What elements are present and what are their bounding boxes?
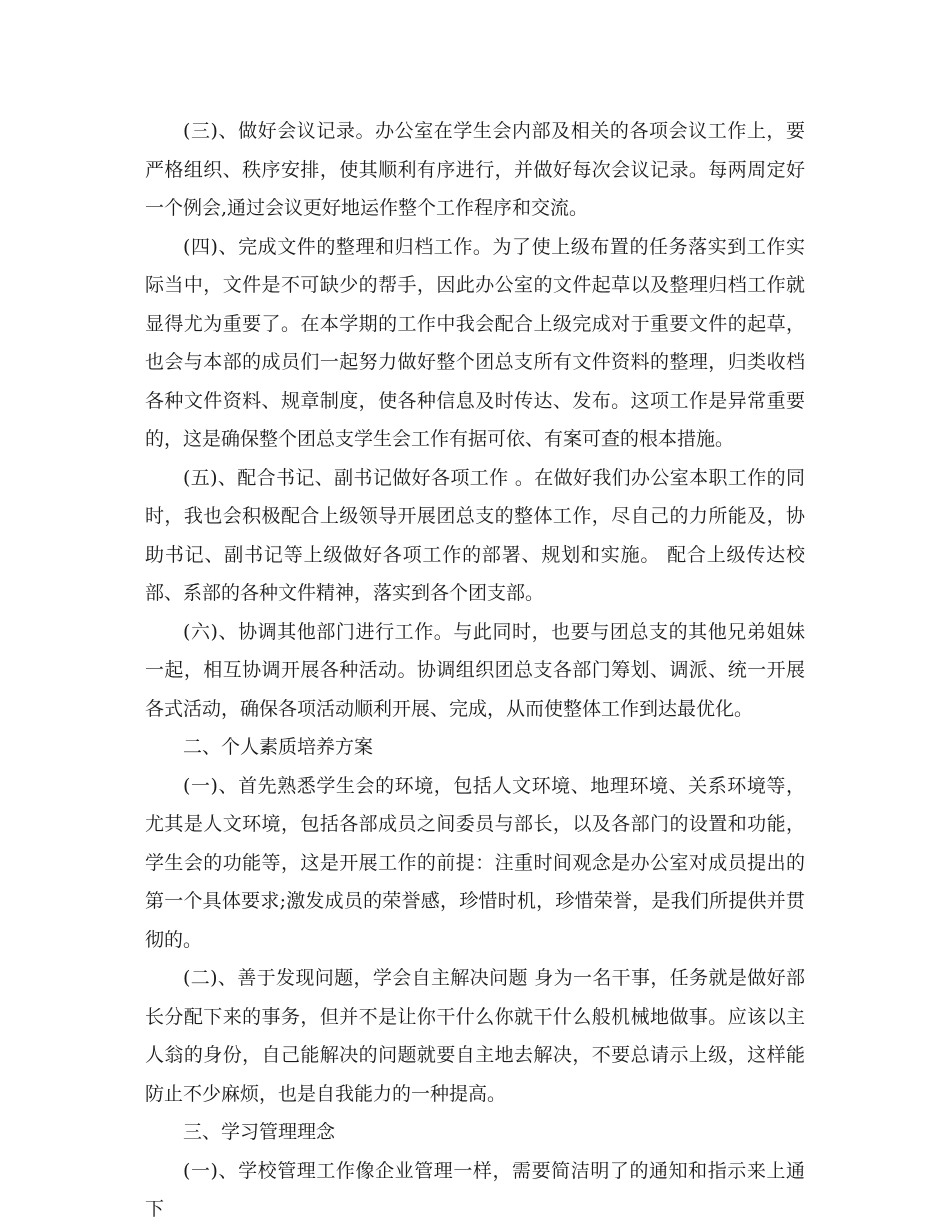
section-heading-management-concepts: 三、学习管理理念 — [183, 1121, 336, 1143]
paragraph-file-archiving: (四)、完成文件的整理和归档工作。为了使上级布置的任务落实到工作实际当中，文件是不可缺少的帮手，因此办公室的文件起草以及整理归档工作就显得尤为重要了。在本学期的工作中我会配合上级完成对于重要文件的起草，也会与本部的成员们一起努力做好整个团总支所有文件资料的整理，归类收档各种文件资料、规章制度，使各种信息及时传达、发布。这项工作是异常重要的，这是确保整个团总支学生会工作有据可依、有案可查的根本措施。 — [145, 235, 805, 450]
paragraph-familiarize-environment: (一)、首先熟悉学生会的环境，包括人文环境、地理环境、关系环境等，尤其是人文环境，包括各部成员之间委员与部长，以及各部门的设置和功能，学生会的功能等，这是开展工作的前提：注重时间观念是办公室对成员提出的第一个具体要求;激发成员的荣誉感，珍惜时机，珍惜荣誉，是我们所提供并贯彻的。 — [145, 774, 805, 951]
paragraph-meeting-records: (三)、做好会议记录。办公室在学生会内部及相关的各项会议工作上，要严格组织、秩序安排，使其顺利有序进行，并做好每次会议记录。每两周定好一个例会,通过会议更好地运作整个工作程序和交流。 — [145, 120, 805, 219]
section-heading-personal-quality: 二、个人素质培养方案 — [183, 736, 374, 758]
document-body — [145, 112, 805, 1229]
paragraph-assist-secretary: (五)、配合书记、副书记做好各项工作 。在做好我们办公室本职工作的同时，我也会积极配合上级领导开展团总支的整体工作，尽自己的力所能及，协助书记、副书记等上级做好各项工作的部署、规划和实施。 配合上级传达校部、系部的各种文件精神，落实到各个团支部。 — [145, 466, 805, 604]
paragraph-school-management: (一)、学校管理工作像企业管理一样，需要简洁明了的通知和指示来上通下 — [145, 1159, 805, 1220]
paragraph-solve-problems: (二)、善于发现问题，学会自主解决问题 身为一名干事，任务就是做好部长分配下来的事务，但并不是让你干什么你就干什么般机械地做事。应该以主人翁的身份，自己能解决的问题就要自主地去解决，不要总请示上级，这样能防止不少麻烦，也是自我能力的一种提高。 — [145, 967, 805, 1105]
paragraph-coordinate-departments: (六)、协调其他部门进行工作。与此同时，也要与团总支的其他兄弟姐妹一起，相互协调开展各种活动。协调组织团总支各部门筹划、调派、统一开展各式活动，确保各项活动顺利开展、完成，从而使整体工作到达最优化。 — [145, 620, 805, 720]
